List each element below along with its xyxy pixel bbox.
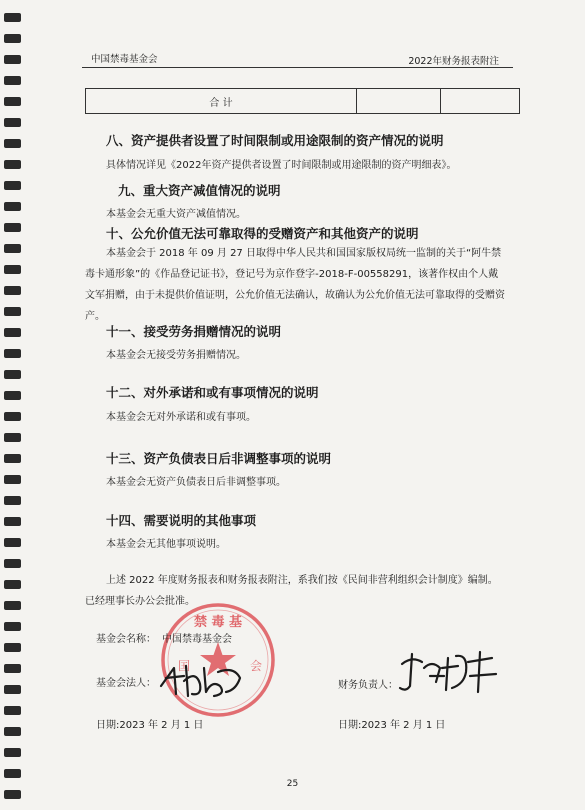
legal-rep-signature <box>156 656 246 701</box>
section-10-title: 十、公允价值无法可靠取得的受赠资产和其他资产的说明 <box>106 226 419 241</box>
binding-holes <box>0 0 26 810</box>
section-8-title: 八、资产提供者设置了时间限制或用途限制的资产情况的说明 <box>106 133 444 148</box>
org-name-value: 中国禁毒基金会 <box>162 634 232 645</box>
section-9-body: 本基金会无重大资产减值情况。 <box>106 209 246 220</box>
section-14-body: 本基金会无其他事项说明。 <box>106 539 226 550</box>
header-org-name: 中国禁毒基金会 <box>91 54 158 65</box>
svg-text:国: 国 <box>178 659 191 673</box>
section-9-title: 九、重大资产减值情况的说明 <box>118 183 281 198</box>
section-10-body: 本基金会于 2018 年 09 月 27 日取得中华人民共和国国家版权局统一监制的关于“阿牛禁毒卡通形象”的《作品登记证书》，登记号为京作登字-2018-F-00558291，该著作权由个人戴文军捐赠，由于未提供价值证明，公允价值无法确认，故确认为公允价值无法可靠取得的受赠资产。 <box>85 248 505 322</box>
finance-head-signature <box>396 646 500 698</box>
section-13-title: 十三、资产负债表日后非调整事项的说明 <box>106 451 332 466</box>
header-doc-title: 2022年财务报表附注 <box>408 56 499 67</box>
total-value-cell <box>441 89 520 114</box>
section-8-body: 具体情况详见《2022年资产提供者设置了时间限制或用途限制的资产明细表》。 <box>106 160 457 171</box>
finance-head-label: 财务负责人： <box>338 680 398 691</box>
closing-statement: 上述 2022 年度财务报表和财务报表附注，系我们按《民间非营利组织会计制度》编制。已经理事长办公会批准。 <box>85 575 498 607</box>
section-11-body: 本基金会无接受劳务捐赠情况。 <box>106 350 246 361</box>
page-number: 25 <box>286 779 299 789</box>
table-row <box>86 89 520 114</box>
total-label-cell: 合 计 <box>86 89 357 114</box>
svg-text:禁 毒 基: 禁 毒 基 <box>193 615 243 630</box>
svg-text:会: 会 <box>250 659 263 673</box>
legal-rep-label: 基金会法人： <box>96 678 156 689</box>
section-11-title: 十一、接受劳务捐赠情况的说明 <box>106 324 282 339</box>
date-right: 日期:2023 年 2 月 1 日 <box>338 720 446 731</box>
section-12-body: 本基金会无对外承诺和或有事项。 <box>106 412 256 423</box>
section-14-title: 十四、需要说明的其他事项 <box>106 513 257 528</box>
org-name-label: 基金会名称： <box>96 634 156 645</box>
total-value-cell <box>357 89 441 114</box>
total-table <box>85 88 520 114</box>
section-12-title: 十二、对外承诺和或有事项情况的说明 <box>106 385 319 400</box>
date-left: 日期:2023 年 2 月 1 日 <box>96 720 204 731</box>
header-rule <box>82 67 513 68</box>
section-13-body: 本基金会无资产负债表日后非调整事项。 <box>106 477 286 488</box>
